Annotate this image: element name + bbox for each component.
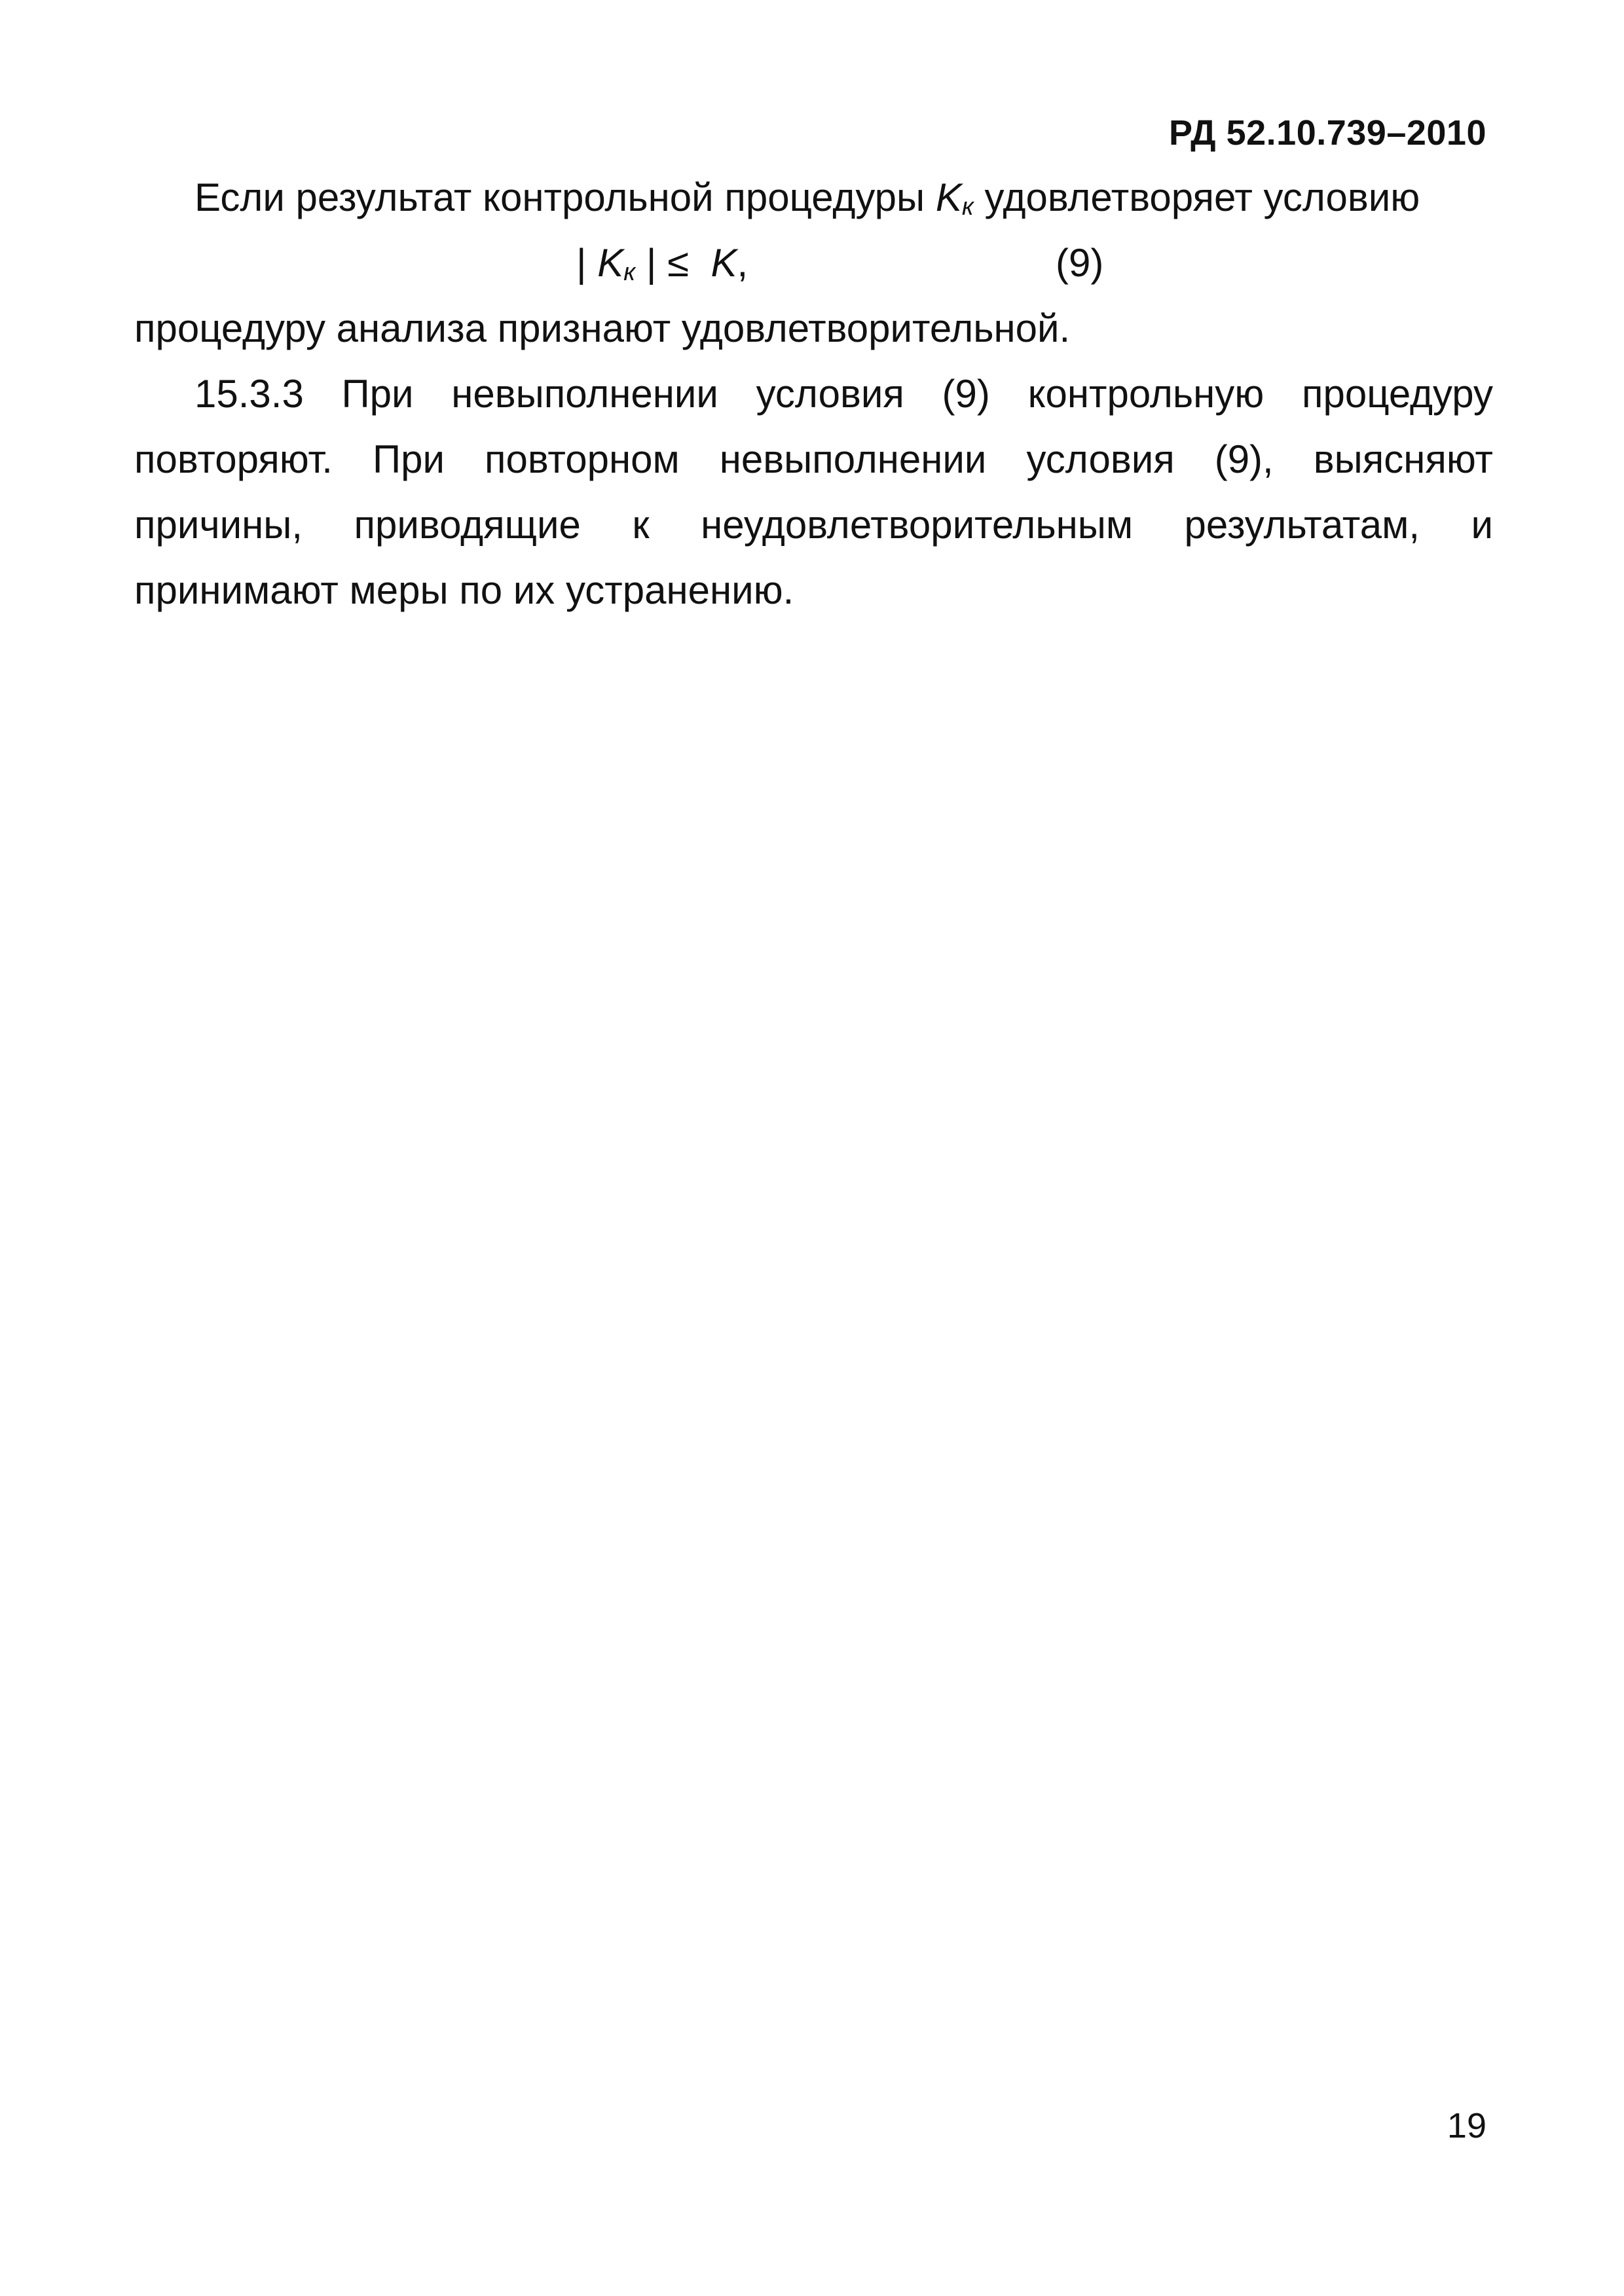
formula-rhs-k: K xyxy=(710,241,737,285)
paragraph-text: Если результат контрольной процедуры xyxy=(194,175,936,219)
abs-bar-close-leq: | ≤ xyxy=(635,241,711,285)
paragraph-condition-intro xyxy=(134,165,1493,230)
formula-comma: , xyxy=(737,241,748,285)
formula-variable-k: K xyxy=(597,241,624,285)
page-number: 19 xyxy=(1447,2106,1486,2145)
formula-expression xyxy=(576,230,748,296)
formula-variable-subscript: к xyxy=(623,259,636,286)
variable-k-subscript: к xyxy=(961,193,974,221)
paragraph-text: удовлетворяет условию xyxy=(973,175,1420,219)
document-code-header: РД 52.10.739–2010 xyxy=(1169,113,1486,153)
abs-bar-open: | xyxy=(576,241,598,285)
paragraph-15-3-3: 15.3.3 При невыполнении условия (9) контрольную процедуру повторяют. При повторном невыполнении условия (9), выясняют причины, приводящие к неудовлетворительным результатам, и принимают меры по их устранению. xyxy=(134,372,1493,612)
formula-number: (9) xyxy=(1056,241,1104,285)
variable-k: K xyxy=(935,175,962,219)
paragraph-conclusion: процедуру анализа признают удовлетворительной. xyxy=(134,306,1071,350)
formula-9 xyxy=(0,230,1624,296)
